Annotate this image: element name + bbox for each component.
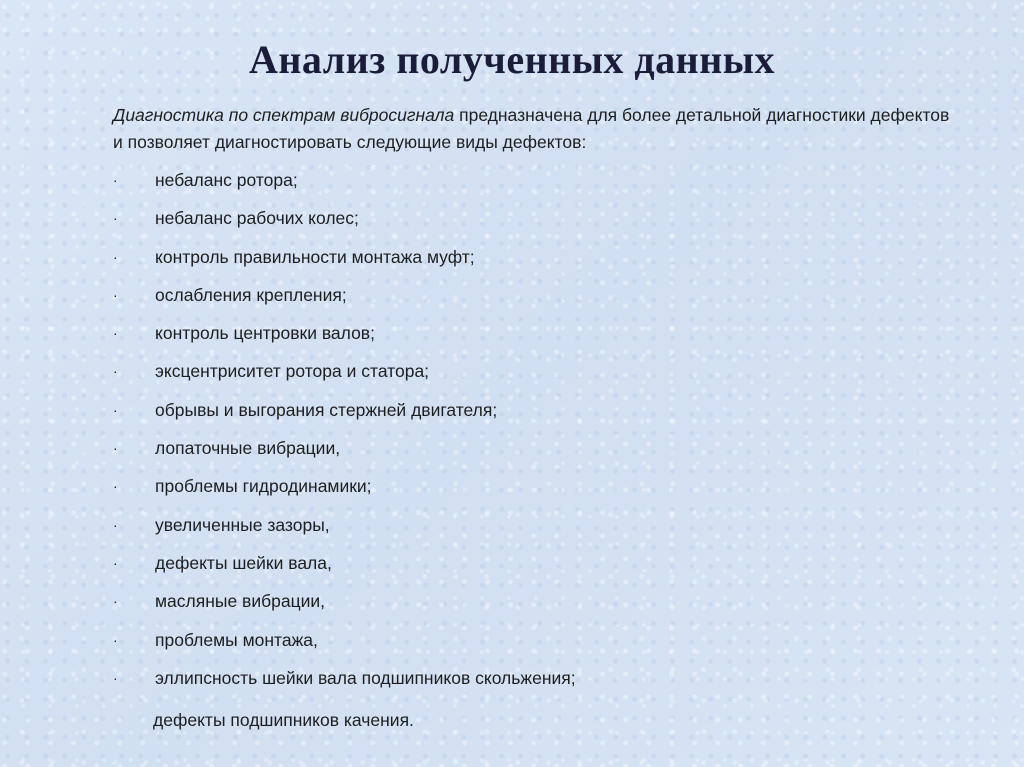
bullet-icon: · [113, 286, 118, 303]
list-item-text: контроль центровки валов; [155, 323, 375, 344]
list-item [0, 398, 1024, 436]
list-item-text: контроль правильности монтажа муфт; [155, 246, 475, 267]
list-item-text: эллипсность шейки вала подшипников скольжения; [155, 667, 576, 688]
list-item [0, 666, 1024, 704]
list-item-text: эксцентриситет ротора и статора; [155, 361, 430, 382]
list-item-text: дефекты шейки вала, [155, 552, 332, 573]
intro-text: предназначена для более детальной диагностики дефектов и позволяет диагностировать следующие виды дефектов: [113, 105, 950, 152]
list-item [0, 474, 1024, 512]
bullet-icon: · [113, 172, 118, 188]
list-item [0, 359, 1024, 397]
bullet-icon: · [113, 669, 118, 686]
list-item [0, 436, 1024, 474]
bullet-icon: · [113, 516, 118, 533]
slide-title: Анализ полученных данных [248, 37, 775, 82]
list-item-text: обрывы и выгорания стержней двигателя; [155, 399, 498, 420]
bullet-icon: · [113, 631, 118, 648]
list-item-text: небаланс ротора; [155, 170, 298, 190]
list-item-text: увеличенные зазоры, [155, 514, 330, 535]
list-item [0, 321, 1024, 359]
bullet-icon: · [113, 401, 118, 418]
list-item [0, 589, 1024, 627]
bullet-icon: · [113, 440, 118, 457]
list-item-text: масляные вибрации, [155, 591, 326, 612]
final-list-item: дефекты подшипников качения. [153, 710, 414, 730]
bullet-icon: · [113, 593, 118, 610]
list-item [0, 551, 1024, 589]
list-item-text: проблемы гидродинамики; [155, 476, 372, 497]
bullet-icon: · [113, 210, 118, 227]
list-item-text: небаланс рабочих колес; [155, 208, 359, 229]
bullet-icon: · [113, 363, 118, 380]
bullet-icon: · [113, 248, 118, 265]
list-item-text: ослабления крепления; [155, 284, 347, 305]
list-item [0, 206, 1024, 244]
list-item-text: лопаточные вибрации, [155, 438, 341, 459]
intro-italic-term: Диагностика по спектрам вибросигнала [113, 105, 455, 125]
list-item-text: проблемы монтажа, [155, 629, 318, 650]
bullet-icon: · [113, 325, 118, 342]
list-item [0, 168, 1024, 206]
bullet-icon: · [113, 478, 118, 495]
list-item [0, 513, 1024, 551]
defects-list [0, 168, 1024, 704]
list-item [0, 283, 1024, 321]
bullet-icon: · [113, 554, 118, 571]
list-item [0, 628, 1024, 666]
intro-paragraph [113, 102, 953, 156]
list-item [0, 245, 1024, 283]
